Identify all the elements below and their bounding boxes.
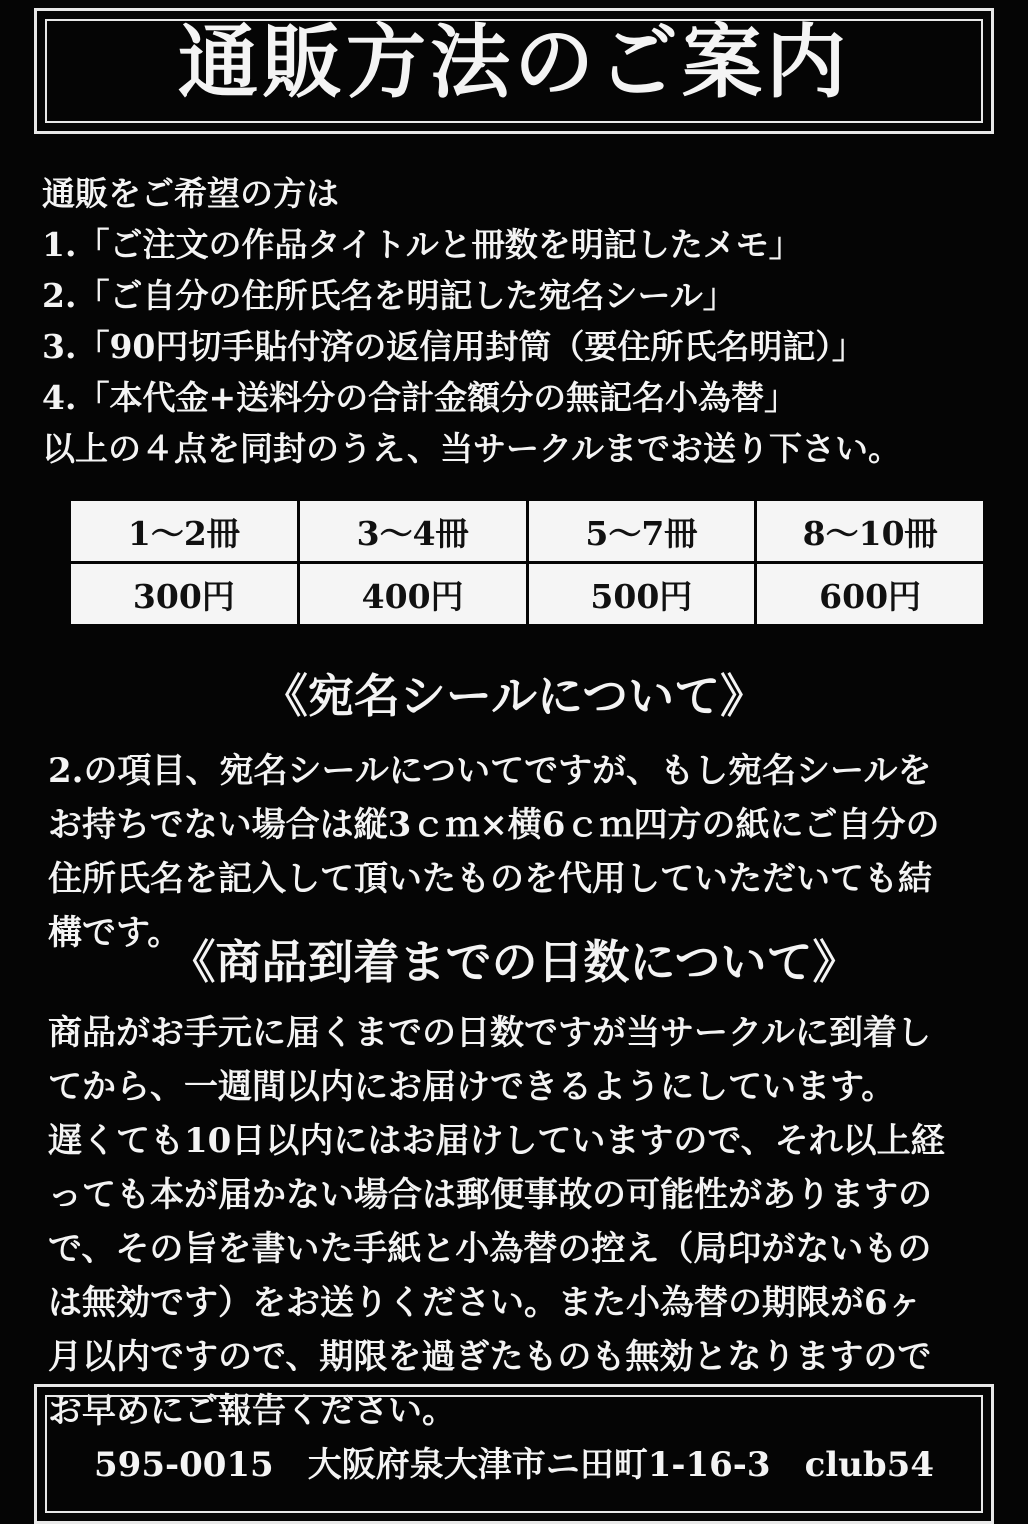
intro-line: 3.「90円切手貼付済の返信用封筒（要住所氏名明記）」 (42, 327, 865, 366)
paragraph-line: っても本が届かない場合は郵便事故の可能性がありますの (48, 1175, 932, 1215)
price-cell: 400円 (298, 563, 527, 626)
intro-line: 通販をご希望の方は (42, 174, 339, 213)
paragraph-line: 商品がお手元に届くまでの日数ですが当サークルに到着し (48, 1013, 931, 1053)
paragraph-line: で、その旨を書いた手紙と小為替の控え（局印がないもの (48, 1229, 932, 1269)
delivery-section-heading: 《商品到着までの日数について》 (169, 935, 859, 989)
paragraph-line: 住所氏名を記入して頂いたものを代用していただいても結 (48, 859, 932, 899)
quantity-cell: 8～10冊 (756, 500, 985, 563)
intro-line: 1.「ご注文の作品タイトルと冊数を明記したメモ」 (42, 225, 802, 264)
page-title: 通販方法のご案内 (178, 15, 850, 109)
price-table (68, 498, 986, 627)
paragraph-line: 月以内ですので、期限を過ぎたものも無効となりますので (48, 1337, 932, 1377)
price-row (70, 563, 985, 626)
intro-line: 2.「ご自分の住所氏名を明記した宛名シール」 (42, 276, 736, 315)
quantity-cell: 3～4冊 (298, 500, 527, 563)
paragraph-line: は無効です）をお送りください。また小為替の期限が6ヶ (48, 1283, 922, 1323)
price-cell: 300円 (70, 563, 299, 626)
paragraph-line: 遅くても10日以内にはお届けしていますので、それ以上経 (48, 1121, 945, 1161)
label-section-body (48, 744, 1018, 960)
paragraph-line: 構です。 (48, 913, 182, 953)
price-cell: 500円 (527, 563, 756, 626)
label-section-heading: 《宛名シールについて》 (261, 669, 767, 723)
footer-address: 595-0015 大阪府泉大津市ニ田町1-16-3 club54 (94, 1445, 934, 1485)
intro-instructions (42, 168, 1012, 474)
paragraph-line: お持ちでない場合は縦3ｃｍ×横6ｃｍ四方の紙にご自分の (48, 805, 940, 845)
delivery-section-body (48, 1006, 1018, 1438)
paragraph-line: 2.の項目、宛名シールについてですが、もし宛名シールを (48, 751, 932, 791)
quantity-cell: 5～7冊 (527, 500, 756, 563)
intro-line: 4.「本代金+送料分の合計金額分の無記名小為替」 (42, 378, 798, 417)
quantity-cell: 1～2冊 (70, 500, 299, 563)
paragraph-line: お早めにご報告ください。 (48, 1391, 456, 1431)
quantity-row (70, 500, 985, 563)
paragraph-line: てから、一週間以内にお届けできるようにしています。 (48, 1067, 896, 1107)
price-cell: 600円 (756, 563, 985, 626)
intro-line: 以上の４点を同封のうえ、当サークルまでお送り下さい。 (42, 429, 901, 468)
